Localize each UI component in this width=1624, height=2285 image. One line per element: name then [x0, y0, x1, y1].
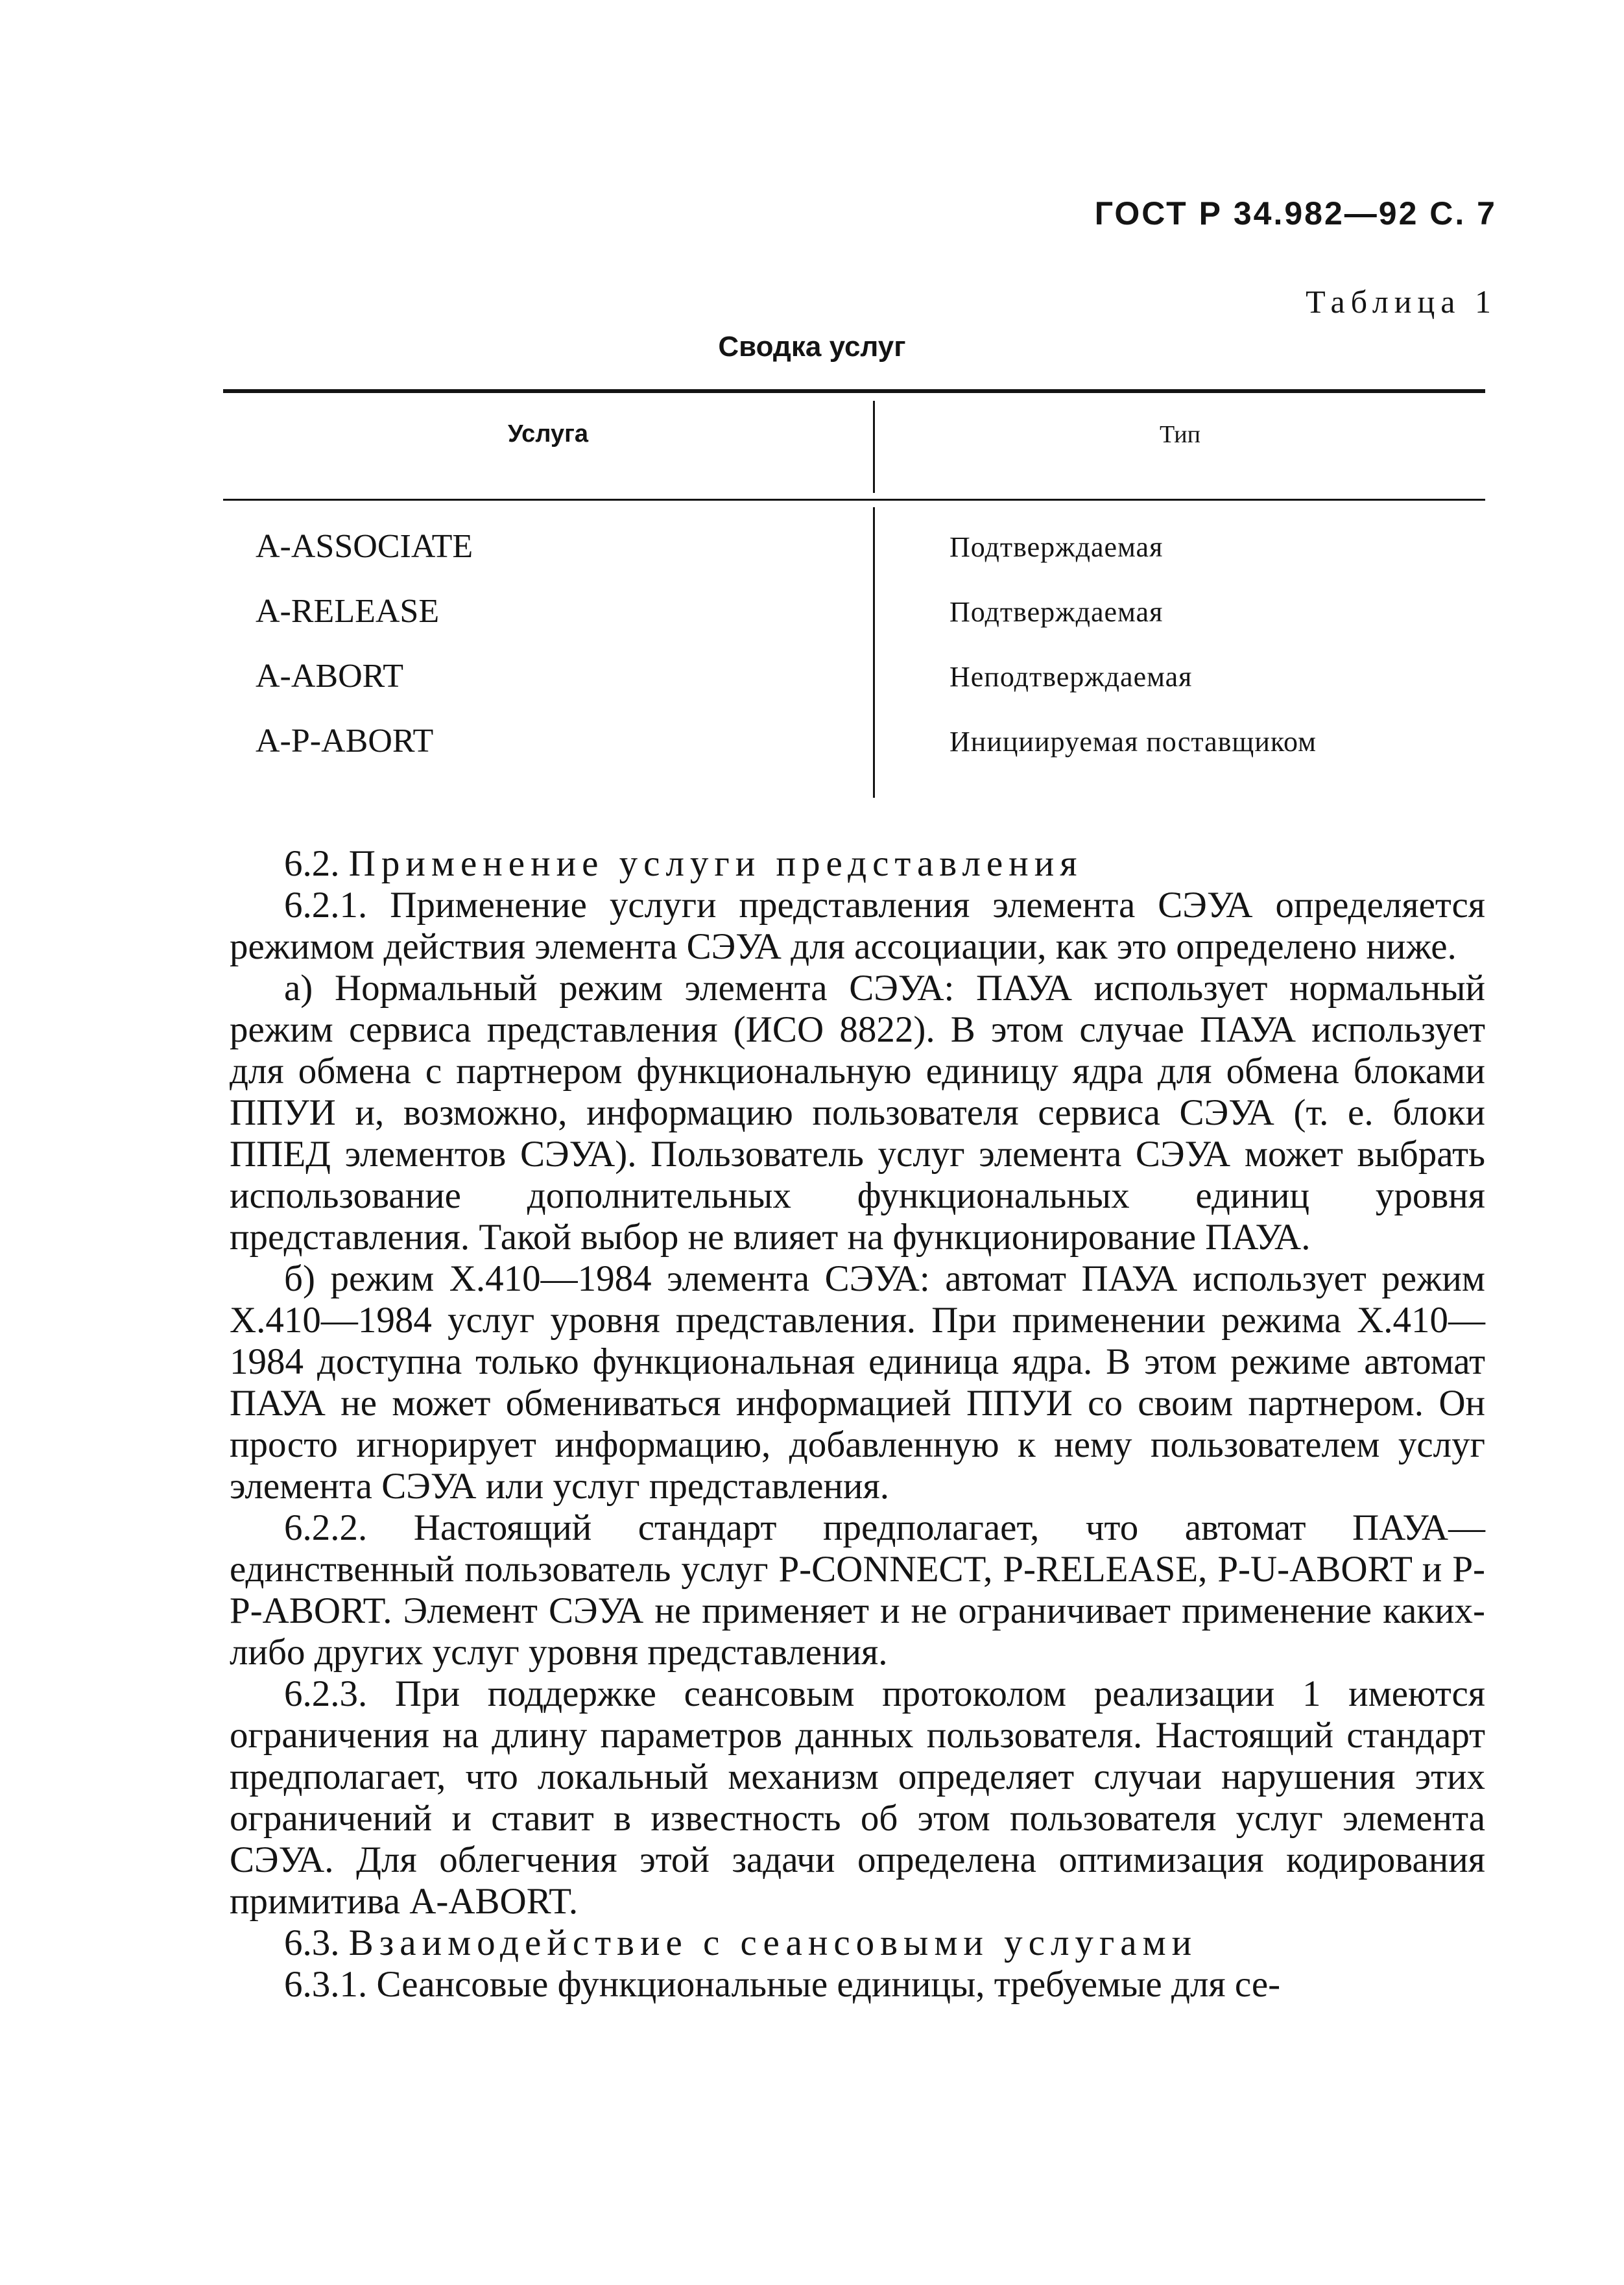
table-header-rule: [223, 499, 1485, 501]
table-cell-service: A-ABORT: [256, 658, 403, 695]
table-cell-type: Инициируемая поставщиком: [949, 726, 1317, 758]
column-header-type: Тип: [1160, 421, 1200, 448]
table-cell-service: A-P-ABORT: [256, 723, 434, 760]
table-cell-type: Подтверждаемая: [949, 531, 1164, 563]
paragraph-item-b: б) режим X.410—1984 элемента СЭУА: автомат ПАУА использует режим X.410—1984 услуг уровня представления. При применении режима X.410—1984 доступна только функциональная единица ядра. В этом режиме автомат ПАУА не может обмениваться информацией ППУИ со своим партнером. Он просто игнорирует информацию, добавленную к нему пользователем услуг элемента СЭУА или услуг представления.: [230, 1258, 1485, 1507]
paragraph-item-a: а) Нормальный режим элемента СЭУА: ПАУА использует нормальный режим сервиса представления (ИСО 8822). В этом случае ПАУА использует для обмена с партнером функциональную единицу ядра для обмена блоками ППУИ и, возможно, информацию пользователя сервиса СЭУА (т. е. блоки ППЕД элементов СЭУА). Пользователь услуг элемента СЭУА может выбрать использование дополнительных функциональных единиц уровня представления. Такой выбор не влияет на функционирование ПАУА.: [230, 968, 1485, 1258]
table-cell-service: A-ASSOCIATE: [256, 528, 473, 565]
table-title: Сводка услуг: [718, 331, 906, 363]
body-text: [230, 843, 1485, 2005]
table-cell-service: A-RELEASE: [256, 593, 440, 630]
section-title: Применение услуги представления: [348, 843, 1083, 884]
paragraph-6-2-2: 6.2.2. Настоящий стандарт предполагает, что автомат ПАУА— единственный пользователь услуг P-CONNECT, P-RELEASE, P-U-ABORT и P-P-ABORT. Элемент СЭУА не применяет и не ограничивает применение каких-либо других услуг уровня представления.: [230, 1507, 1485, 1673]
column-header-service: Услуга: [507, 420, 589, 448]
section-heading-6-2: [230, 843, 1485, 885]
paragraph-6-2-3: 6.2.3. При поддержке сеансовым протоколом реализации 1 имеются ограничения на длину параметров данных пользователя. Настоящий стандарт предполагает, что локальный механизм определяет случаи нарушения этих ограничений и ставит в известность об этом пользователя услуг элемента СЭУА. Для облегчения этой задачи определена оптимизация кодирования примитива A-ABORT.: [230, 1673, 1485, 1922]
table-body-divider: [873, 507, 875, 798]
table-number: Таблица 1: [1306, 283, 1497, 320]
section-number: 6.2.: [284, 843, 340, 884]
table-top-rule: [223, 389, 1485, 393]
section-heading-6-3: [230, 1922, 1485, 1964]
section-number: 6.3.: [284, 1922, 340, 1963]
table-cell-type: Подтверждаемая: [949, 596, 1164, 628]
paragraph-6-3-1: 6.3.1. Сеансовые функциональные единицы, требуемые для се-: [284, 1964, 1281, 2005]
table-cell-type: Неподтверждаемая: [949, 661, 1193, 693]
paragraph-6-2-1: 6.2.1. Применение услуги представления элемента СЭУА определяется режимом действия элемента СЭУА для ассоциации, как это определено ниже.: [230, 885, 1485, 967]
section-title: Взаимодействие с сеансовыми услугами: [348, 1922, 1198, 1963]
page-header-doc-ref: ГОСТ Р 34.982—92 С. 7: [1094, 195, 1497, 232]
